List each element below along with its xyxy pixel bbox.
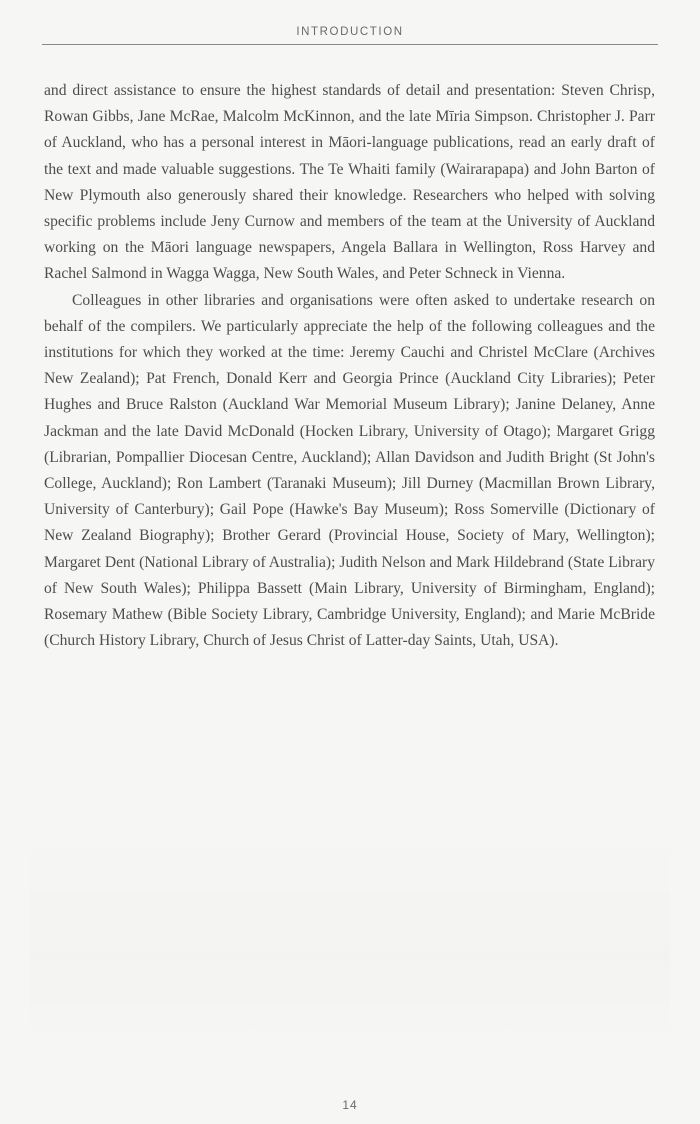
paragraph-acknowledgements: Colleagues in other libraries and organisations were often asked to undertake research on behalf of the compilers. We particularly appreciate the help of the following colleagues and the institutions for which they worked at the time: Jeremy Cauchi and Christel McClare (Archives New Zealand); Pat French, Donald Kerr and Georgia Prince (Auckland City Libraries); Peter Hughes and Bruce Ralston (Auckland War Memorial Museum Library); Janine Delaney, Anne Jackman and the late David McDonald (Hocken Library, University of Otago); Margaret Grigg (Librarian, Pompallier Diocesan Centre, Auckland); Allan Davidson and Judith Bright (St John's College, Auckland); Ron Lambert (Taranaki Museum); Jill Durney (Macmillan Brown Library, University of Canterbury); Gail Pope (Hawke's Bay Museum); Ross Somerville (Dictionary of New Zealand Biography); Brother Gerard (Provincial House, Society of Mary, Wellington); Margaret Dent (National Library of Australia); Judith Nelson and Mark Hildebrand (State Library of New South Wales); Philippa Bassett (Main Library, University of Birmingham, England); Rosemary Mathew (Bible Society Library, Cambridge University, England); and Marie McBride (Church History Library, Church of Jesus Christ of Latter-day Saints, Utah, USA). — [44, 291, 655, 650]
show-through-area — [30, 820, 670, 1050]
body-text — [44, 78, 655, 654]
running-head: INTRODUCTION — [296, 26, 404, 38]
paragraph-continuation: and direct assistance to ensure the highest standards of detail and presentation: Steven Chrisp, Rowan Gibbs, Jane McRae, Malcolm McKinnon, and the late Mīria Simpson. Christopher J. Parr of Auckland, who has a personal interest in Māori-language publications, read an early draft of the text and made valuable suggestions. The Te Whaiti family (Wairarapapa) and John Barton of New Plymouth also generously shared their knowledge. Researchers who helped with solving specific problems include Jeny Curnow and members of the team at the University of Auckland working on the Māori language newspapers, Angela Ballara in Wellington, Ross Harvey and Rachel Salmond in Wagga Wagga, New South Wales, and Peter Schneck in Vienna. — [44, 82, 655, 283]
page-number: 14 — [342, 1098, 358, 1112]
header-rule — [42, 44, 658, 45]
